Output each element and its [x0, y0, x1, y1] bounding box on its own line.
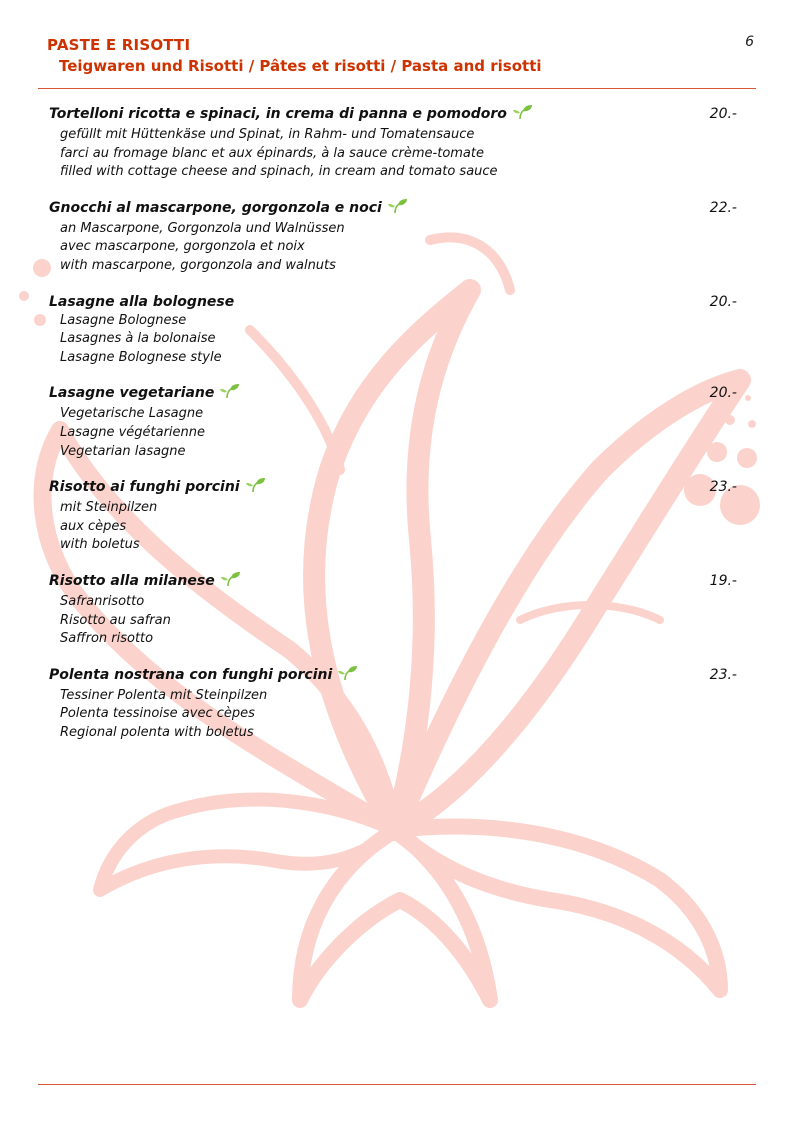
dish-description-de: Lasagne Bolognese — [60, 312, 187, 328]
section-title: PASTE E RISOTTI — [47, 36, 191, 54]
dish-name: Risotto ai funghi porcini — [49, 479, 240, 496]
dish-name: Risotto alla milanese — [49, 572, 215, 589]
dish-description-fr: aux cèpes — [60, 518, 127, 534]
dish-name-line — [49, 383, 739, 405]
dish-description-de: Tessiner Polenta mit Steinpilzen — [60, 687, 268, 703]
dish-price: 22.- — [709, 199, 737, 216]
dish-name-line — [49, 104, 739, 126]
page-number: 6 — [745, 34, 754, 50]
dish-description-fr: avec mascarpone, gorgonzola et noix — [60, 239, 305, 255]
dish-description-fr: Lasagne végétarienne — [60, 424, 206, 440]
leaf-icon — [338, 665, 358, 687]
menu-item — [49, 383, 739, 461]
menu-item — [49, 104, 739, 182]
dish-name-line — [49, 198, 739, 220]
dish-name: Lasagne alla bolognese — [49, 293, 235, 310]
dish-description-de: Safranrisotto — [60, 593, 145, 609]
dish-description-de: an Mascarpone, Gorgonzola und Walnüssen — [60, 220, 345, 236]
dish-name: Gnocchi al mascarpone, gorgonzola e noci — [49, 199, 382, 216]
dish-price: 23.- — [709, 666, 737, 683]
dish-name-line — [49, 477, 739, 499]
dish-description-en: with boletus — [60, 537, 140, 553]
leaf-icon — [388, 198, 408, 220]
dish-price: 23.- — [709, 479, 737, 496]
footer-divider — [38, 1084, 756, 1085]
dish-description-de: gefüllt mit Hüttenkäse und Spinat, in Rahm- und Tomatensauce — [60, 127, 475, 142]
dish-price: 20.- — [709, 385, 737, 402]
dish-description-en: Saffron risotto — [60, 631, 154, 647]
dish-description-fr: farci au fromage blanc et aux épinards, à la sauce crème-tomate — [60, 145, 484, 161]
menu-list — [49, 104, 739, 758]
leaf-icon — [246, 477, 266, 499]
dish-name-line — [49, 292, 739, 312]
dish-name-line — [49, 571, 739, 593]
dish-description-en: filled with cottage cheese and spinach, in cream and tomato sauce — [60, 164, 498, 180]
dish-name: Tortelloni ricotta e spinaci, in crema di panna e pomodoro — [49, 106, 507, 122]
dish-description-en: Vegetarian lasagne — [60, 443, 186, 459]
dish-description-fr: Risotto au safran — [60, 612, 171, 628]
dish-price: 20.- — [709, 106, 737, 122]
leaf-icon — [220, 383, 240, 405]
menu-item — [49, 292, 739, 368]
dish-name-line — [49, 665, 739, 687]
dish-description-en: Regional polenta with boletus — [60, 724, 254, 740]
menu-item — [49, 571, 739, 649]
dish-price: 19.- — [709, 572, 737, 589]
section-subtitle: Teigwaren und Risotti / Pâtes et risotti / Pasta and risotti — [59, 57, 542, 75]
dish-description-en: Lasagne Bolognese style — [60, 349, 222, 365]
dish-name: Lasagne vegetariane — [49, 385, 215, 402]
dish-name: Polenta nostrana con funghi porcini — [49, 666, 333, 683]
dish-description-de: Vegetarische Lasagne — [60, 406, 204, 422]
leaf-icon — [221, 571, 241, 593]
dish-description-de: mit Steinpilzen — [60, 500, 158, 516]
dish-price: 20.- — [709, 293, 737, 310]
dish-description-fr: Polenta tessinoise avec cèpes — [60, 706, 255, 722]
section-header — [47, 36, 542, 75]
menu-item — [49, 665, 739, 743]
menu-item — [49, 477, 739, 555]
menu-item — [49, 198, 739, 276]
dish-description-fr: Lasagnes à la bolonaise — [60, 331, 216, 347]
header-divider — [38, 88, 756, 89]
dish-description-en: with mascarpone, gorgonzola and walnuts — [60, 257, 336, 273]
leaf-icon — [513, 104, 533, 126]
